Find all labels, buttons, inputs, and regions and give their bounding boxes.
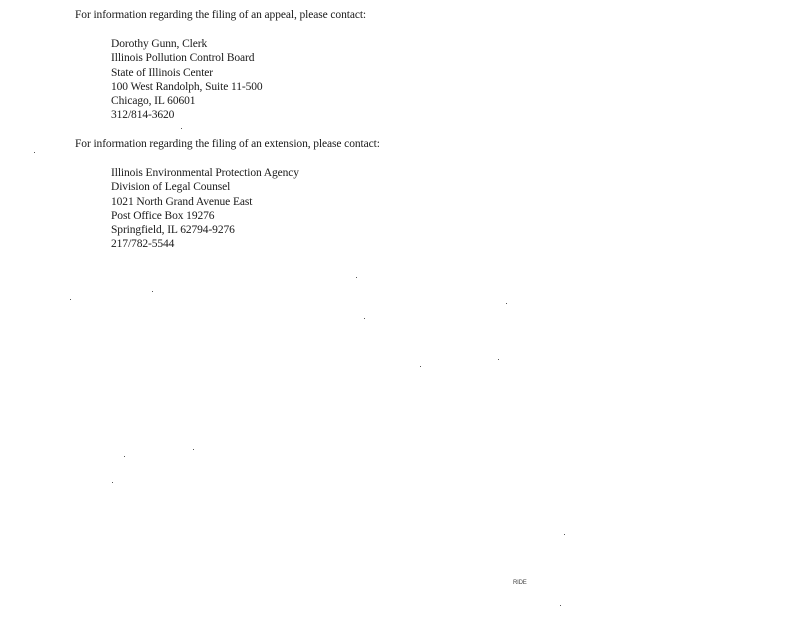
appeal-contact-name: Dorothy Gunn, Clerk [111, 38, 208, 50]
scan-speck [498, 359, 499, 360]
appeal-contact-intro: For information regarding the filing of an appeal, please contact: [75, 9, 367, 21]
scan-speck [506, 303, 507, 304]
extension-contact-intro: For information regarding the filing of an extension, please contact: [75, 138, 380, 150]
appeal-contact-city: Chicago, IL 60601 [111, 95, 196, 108]
scan-speck [364, 318, 365, 319]
scan-speck [356, 277, 357, 278]
scan-speck [152, 291, 153, 292]
scan-speck [34, 152, 35, 153]
scan-speck [112, 482, 113, 483]
scan-speck [181, 128, 182, 129]
scan-speck [564, 534, 565, 535]
scan-speck [420, 366, 421, 367]
scan-speck [560, 605, 561, 606]
extension-contact-division: Division of Legal Counsel [111, 181, 231, 194]
appeal-contact-organization: Illinois Pollution Control Board [111, 52, 255, 65]
scan-speck [124, 456, 125, 457]
extension-contact-address [111, 166, 299, 252]
extension-contact-po-box: Post Office Box 19276 [111, 209, 215, 222]
extension-contact-city: Springfield, IL 62794-9276 [111, 224, 235, 237]
appeal-contact-address [111, 37, 263, 123]
appeal-contact-phone: 312/814-3620 [111, 109, 175, 122]
scan-speck [193, 449, 194, 450]
extension-contact-organization: Illinois Environmental Protection Agency [111, 167, 299, 179]
extension-contact-phone: 217/782-5544 [111, 238, 175, 251]
scan-speck [70, 299, 71, 300]
appeal-contact-street: 100 West Randolph, Suite 11-500 [111, 80, 263, 93]
extension-contact-street: 1021 North Grand Avenue East [111, 195, 253, 208]
appeal-contact-building: State of Illinois Center [111, 66, 214, 79]
footer-mark: RIDE [513, 580, 527, 586]
